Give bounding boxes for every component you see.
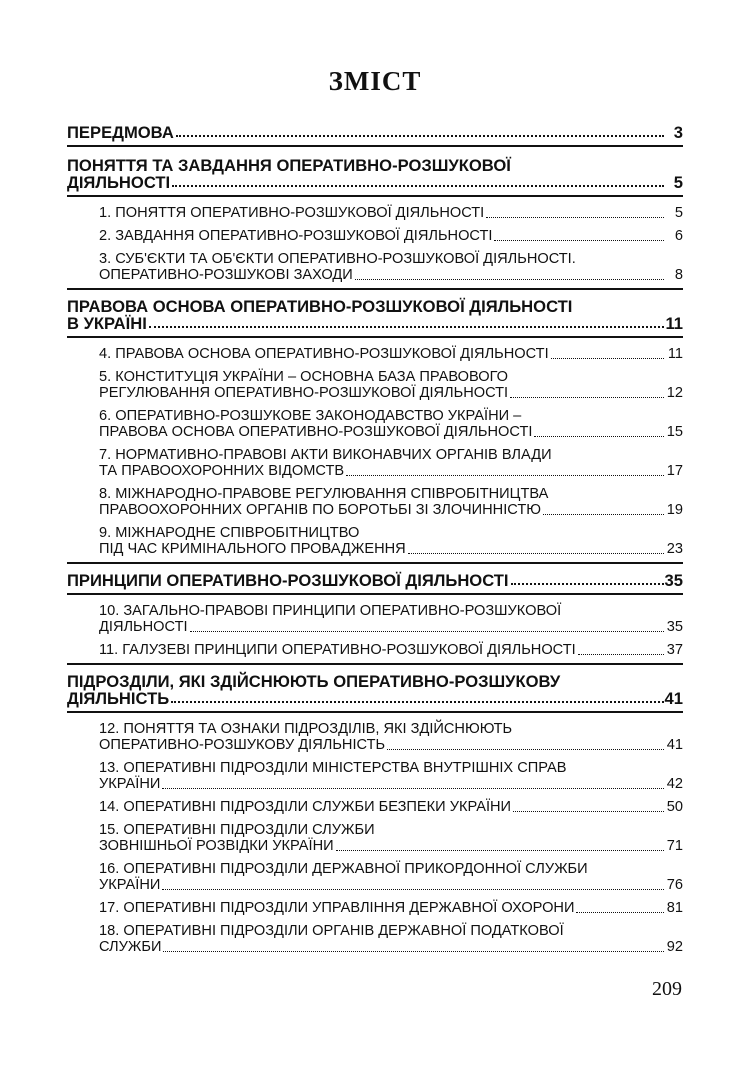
toc-entry-line [99,822,666,838]
toc-entry-title: РЕГУЛЮВАННЯ ОПЕРАТИВНО-РОЗШУКОВОЇ ДІЯЛЬНОСТІ [99,385,509,401]
toc-entry-line [67,157,666,174]
toc-entry-line [99,776,666,792]
toc-entry-title: УКРАЇНИ [99,776,161,792]
toc-item[interactable] [67,760,683,792]
toc-entry-title: 16. ОПЕРАТИВНІ ПІДРОЗДІЛИ ДЕРЖАВНОЇ ПРИКОРДОННОЇ СЛУЖБИ [99,861,588,877]
toc-entry-line [99,642,666,658]
toc-entry-line [67,298,666,315]
dot-leader [163,951,664,952]
toc-entry-title: 11. ГАЛУЗЕВІ ПРИНЦИПИ ОПЕРАТИВНО-РОЗШУКОВОЇ ДІЯЛЬНОСТІ [99,642,576,658]
toc-page-number: 11 [665,314,683,333]
toc-entry-title: ДІЯЛЬНОСТІ [67,173,171,192]
toc-entry-title: ПІДРОЗДІЛИ, ЯКІ ЗДІЙСНЮЮТЬ ОПЕРАТИВНО-РОЗШУКОВУ [67,672,561,691]
page-title: ЗМІСТ [328,66,422,96]
toc-section[interactable] [67,673,683,707]
toc-page-number: 23 [666,541,683,557]
dot-leader [494,240,664,241]
toc-entry-title: 15. ОПЕРАТИВНІ ПІДРОЗДІЛИ СЛУЖБИ [99,822,375,838]
toc-item[interactable] [67,822,683,854]
dot-leader [576,912,664,913]
toc-entry-title: 7. НОРМАТИВНО-ПРАВОВІ АКТИ ВИКОНАВЧИХ ОРГАНІВ ВЛАДИ [99,447,552,463]
toc-entry-title: 18. ОПЕРАТИВНІ ПІДРОЗДІЛИ ОРГАНІВ ДЕРЖАВНОЇ ПОДАТКОВОЇ [99,923,564,939]
toc-item[interactable] [67,447,683,479]
section-divider [67,711,683,713]
toc-item[interactable] [67,525,683,557]
dot-leader [190,631,664,632]
dot-leader [149,326,664,328]
toc-entry-title: ПІД ЧАС КРИМІНАЛЬНОГО ПРОВАДЖЕННЯ [99,541,406,557]
toc-item[interactable] [67,861,683,893]
toc-item[interactable] [67,721,683,753]
toc-entry-line [99,424,666,440]
toc-page-number: 76 [666,877,683,893]
toc-entry-title: 14. ОПЕРАТИВНІ ПІДРОЗДІЛИ СЛУЖБИ БЕЗПЕКИ УКРАЇНИ [99,799,512,815]
toc-entry-title: 17. ОПЕРАТИВНІ ПІДРОЗДІЛИ УПРАВЛІННЯ ДЕРЖАВНОЇ ОХОРОНИ [99,900,575,916]
section-divider [67,562,683,564]
section-divider [67,288,683,290]
toc-entry-line [99,408,666,424]
toc-item[interactable] [67,900,683,916]
toc-entry-line [67,315,666,332]
dot-leader [510,397,664,398]
dot-leader [355,279,664,280]
toc-entry-title: 1. ПОНЯТТЯ ОПЕРАТИВНО-РОЗШУКОВОЇ ДІЯЛЬНОСТІ [99,205,485,221]
toc-section[interactable] [67,298,683,332]
toc-entry-title: 5. КОНСТИТУЦІЯ УКРАЇНИ – ОСНОВНА БАЗА ПРАВОВОГО [99,369,509,385]
toc-entry-line [99,502,666,518]
toc-item[interactable] [67,251,683,283]
toc-entry-line [99,385,666,401]
toc-entry-line [99,369,666,385]
toc-entry-line [99,799,666,815]
toc-item[interactable] [67,408,683,440]
toc-entry-line [67,174,666,191]
toc-entry-title: ОПЕРАТИВНО-РОЗШУКОВУ ДІЯЛЬНІСТЬ [99,737,386,753]
toc-entry-line [99,603,666,619]
toc-entry-title: ТА ПРАВООХОРОННИХ ВІДОМСТВ [99,463,345,479]
toc-page-number: 17 [666,463,683,479]
dot-leader [336,850,664,851]
section-divider [67,336,683,338]
dot-leader [534,436,664,437]
toc-section[interactable] [67,572,683,589]
toc-page-number: 19 [666,502,683,518]
toc-entry-line [99,463,666,479]
toc-item[interactable] [67,923,683,955]
toc-item[interactable] [67,642,683,658]
dot-leader [578,654,664,655]
toc-entry-title: 4. ПРАВОВА ОСНОВА ОПЕРАТИВНО-РОЗШУКОВОЇ ДІЯЛЬНОСТІ [99,346,549,362]
section-divider [67,593,683,595]
toc-entry-title: ЗОВНІШНЬОЇ РОЗВІДКИ УКРАЇНИ [99,838,334,854]
toc-page-number: 35 [664,571,683,590]
section-divider [67,145,683,147]
toc-entry-title: 9. МІЖНАРОДНЕ СПІВРОБІТНИЦТВО [99,525,360,541]
toc-item[interactable] [67,486,683,518]
toc-item[interactable] [67,346,683,362]
toc-item[interactable] [67,799,683,815]
toc-entry-title: ПРИНЦИПИ ОПЕРАТИВНО-РОЗШУКОВОЇ ДІЯЛЬНОСТІ [67,571,509,590]
section-divider [67,195,683,197]
toc-page-number: 37 [666,642,683,658]
toc-page-number: 81 [666,900,683,916]
dot-leader [176,135,664,137]
dot-leader [162,889,664,890]
toc-entry-title: ДІЯЛЬНОСТІ [99,619,188,635]
toc-entry-line [99,861,666,877]
toc-page-number: 50 [666,799,683,815]
toc-entry-line [99,721,666,737]
toc-entry-line [99,737,666,753]
toc-section[interactable] [67,124,683,141]
toc-page-number: 12 [666,385,683,401]
toc-entry-line [99,923,666,939]
toc-entry-line [67,690,666,707]
toc-entry-line [99,541,666,557]
toc-entry-title: 13. ОПЕРАТИВНІ ПІДРОЗДІЛИ МІНІСТЕРСТВА ВНУТРІШНІХ СПРАВ [99,760,567,776]
toc-page-number: 15 [666,424,683,440]
toc-entry-line [99,900,666,916]
dot-leader [408,553,664,554]
toc-entry-title: ДІЯЛЬНІСТЬ [67,689,170,708]
toc-entry-line [99,619,666,635]
toc-entry-title: ПЕРЕДМОВА [67,123,174,142]
toc-entry-title: 10. ЗАГАЛЬНО-ПРАВОВІ ПРИНЦИПИ ОПЕРАТИВНО-РОЗШУКОВОЇ [99,603,562,619]
toc-page-number: 41 [666,737,683,753]
toc-entry-line [99,267,666,283]
toc-page-number: 5 [673,173,683,192]
dot-leader [513,811,664,812]
dot-leader [346,475,664,476]
toc-page-number: 6 [674,228,683,244]
toc-entry-line [99,486,666,502]
toc-item[interactable] [67,228,683,244]
toc-entry-title: ПОНЯТТЯ ТА ЗАВДАННЯ ОПЕРАТИВНО-РОЗШУКОВОЇ [67,156,511,175]
toc-page-number: 8 [674,267,683,283]
dot-leader [543,514,664,515]
toc-entry-line [99,877,666,893]
toc-entry-line [99,760,666,776]
toc-entry-title: 2. ЗАВДАННЯ ОПЕРАТИВНО-РОЗШУКОВОЇ ДІЯЛЬНОСТІ [99,228,493,244]
toc-entry-line [99,228,666,244]
dot-leader [387,749,664,750]
toc-page-number: 5 [674,205,683,221]
toc-entry-line [99,205,666,221]
toc-entry-title: 3. СУБ'ЄКТИ ТА ОБ'ЄКТИ ОПЕРАТИВНО-РОЗШУКОВОЇ ДІЯЛЬНОСТІ. [99,251,576,267]
toc-entry-line [67,124,666,141]
toc-entry-line [99,838,666,854]
dot-leader [486,217,664,218]
toc-entry-title: ПРАВОВА ОСНОВА ОПЕРАТИВНО-РОЗШУКОВОЇ ДІЯЛЬНОСТІ [99,424,533,440]
table-of-contents [67,124,683,962]
dot-leader [551,358,664,359]
toc-entry-title: ПРАВОВА ОСНОВА ОПЕРАТИВНО-РОЗШУКОВОЇ ДІЯЛЬНОСТІ [67,297,573,316]
toc-entry-line [99,525,666,541]
toc-entry-title: 6. ОПЕРАТИВНО-РОЗШУКОВЕ ЗАКОНОДАВСТВО УКРАЇНИ – [99,408,522,424]
toc-entry-title: УКРАЇНИ [99,877,161,893]
toc-page-number: 35 [666,619,683,635]
dot-leader [171,701,664,703]
toc-entry-title: ПРАВООХОРОННИХ ОРГАНІВ ПО БОРОТЬБІ ЗІ ЗЛОЧИННІСТЮ [99,502,541,518]
toc-item[interactable] [67,603,683,635]
page-number: 209 [652,978,682,1000]
dot-leader [172,185,664,187]
toc-page-number: 71 [666,838,683,854]
dot-leader [162,788,664,789]
toc-page-number: 92 [666,939,683,955]
toc-section[interactable] [67,157,683,191]
toc-page-number: 11 [667,346,683,362]
toc-entry-line [99,251,666,267]
toc-page-number: 3 [673,123,683,142]
toc-entry-line [99,447,666,463]
toc-entry-title: 8. МІЖНАРОДНО-ПРАВОВЕ РЕГУЛЮВАННЯ СПІВРОБІТНИЦТВА [99,486,549,502]
toc-item[interactable] [67,369,683,401]
section-divider [67,663,683,665]
toc-entry-line [67,572,666,589]
toc-entry-title: ОПЕРАТИВНО-РОЗШУКОВІ ЗАХОДИ [99,267,353,283]
toc-page-number: 41 [664,689,683,708]
toc-entry-title: 12. ПОНЯТТЯ ТА ОЗНАКИ ПІДРОЗДІЛІВ, ЯКІ ЗДІЙСНЮЮТЬ [99,721,513,737]
dot-leader [511,583,664,585]
toc-entry-title: СЛУЖБИ [99,939,162,955]
toc-entry-line [67,673,666,690]
toc-entry-line [99,939,666,955]
toc-item[interactable] [67,205,683,221]
toc-entry-title: В УКРАЇНІ [67,314,147,333]
toc-entry-line [99,346,666,362]
toc-page-number: 42 [666,776,683,792]
